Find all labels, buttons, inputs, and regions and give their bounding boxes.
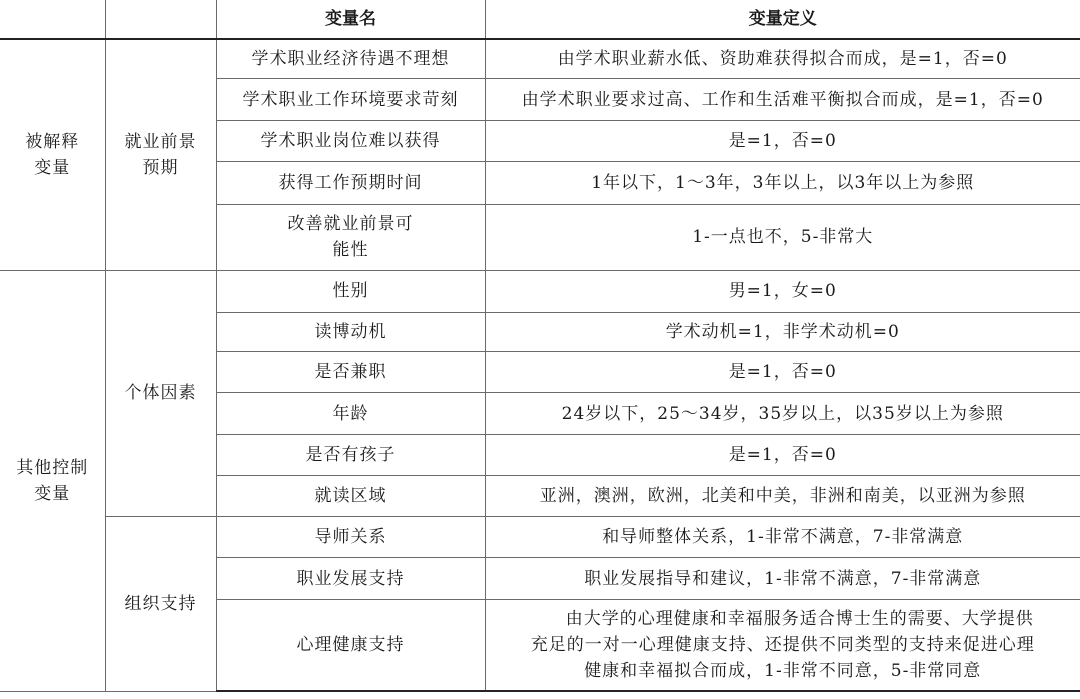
definition-line: 充足的一对一心理健康支持、还提供不同类型的支持来促进心理 bbox=[530, 634, 1035, 655]
variable-name: 学术职业岗位难以获得 bbox=[216, 121, 485, 162]
variable-name: 导师关系 bbox=[216, 517, 485, 558]
header-empty-1 bbox=[0, 0, 105, 39]
variable-definition: 由学术职业要求过高、工作和生活难平衡拟合而成，是=1，否=0 bbox=[485, 78, 1080, 120]
subcategory-cell bbox=[105, 270, 216, 516]
variable-name-line: 改善就业前景可 bbox=[287, 214, 414, 235]
category-label: 被解释 bbox=[25, 131, 80, 152]
category-label: 变量 bbox=[34, 157, 71, 178]
variable-definition: 由学术职业薪水低、资助难获得拟合而成，是=1，否=0 bbox=[485, 39, 1080, 78]
header-empty-2 bbox=[105, 0, 216, 39]
subcategory-cell bbox=[105, 39, 216, 270]
variable-definition: 是=1，否=0 bbox=[485, 352, 1080, 393]
definition-line: 由大学的心理健康和幸福服务适合博士生的需要、大学提供 bbox=[565, 608, 1034, 629]
variable-definition: 1-一点也不，5-非常大 bbox=[485, 204, 1080, 270]
table-row bbox=[0, 39, 1080, 78]
table-row bbox=[0, 517, 1080, 558]
variable-definition: 是=1，否=0 bbox=[485, 121, 1080, 162]
variable-name: 是否有孩子 bbox=[216, 434, 485, 475]
variable-name: 职业发展支持 bbox=[216, 558, 485, 599]
variable-name: 是否兼职 bbox=[216, 352, 485, 393]
subcategory-label: 个体因素 bbox=[124, 383, 197, 404]
category-cell bbox=[0, 39, 105, 270]
variable-definition bbox=[485, 599, 1080, 691]
subcategory-label: 预期 bbox=[142, 157, 179, 178]
category-label: 变量 bbox=[34, 483, 71, 504]
variable-name: 年龄 bbox=[216, 393, 485, 434]
variable-name: 学术职业经济待遇不理想 bbox=[216, 39, 485, 78]
variable-definition: 学术动机=1，非学术动机=0 bbox=[485, 312, 1080, 351]
category-cell bbox=[0, 270, 105, 691]
variable-name: 学术职业工作环境要求苛刻 bbox=[216, 78, 485, 120]
variable-definition: 男=1，女=0 bbox=[485, 270, 1080, 312]
category-label: 其他控制 bbox=[16, 457, 89, 478]
variable-definition: 是=1，否=0 bbox=[485, 434, 1080, 475]
table-row bbox=[0, 270, 1080, 312]
variable-definition: 24岁以下，25～34岁，35岁以上，以35岁以上为参照 bbox=[485, 393, 1080, 434]
variable-name bbox=[216, 204, 485, 270]
variable-name: 读博动机 bbox=[216, 312, 485, 351]
variable-definition: 职业发展指导和建议，1-非常不满意，7-非常满意 bbox=[485, 558, 1080, 599]
header-variable-definition: 变量定义 bbox=[485, 0, 1080, 39]
table-header-row bbox=[0, 0, 1080, 39]
subcategory-label: 就业前景 bbox=[124, 131, 197, 152]
variable-definition: 和导师整体关系，1-非常不满意，7-非常满意 bbox=[485, 517, 1080, 558]
variable-definition: 亚洲，澳洲，欧洲，北美和中美，非洲和南美，以亚洲为参照 bbox=[485, 475, 1080, 516]
subcategory-label: 组织支持 bbox=[124, 593, 197, 614]
subcategory-cell bbox=[105, 517, 216, 691]
variable-name-line: 能性 bbox=[332, 240, 369, 261]
variable-name: 心理健康支持 bbox=[216, 599, 485, 691]
header-variable-name: 变量名 bbox=[216, 0, 485, 39]
variable-definition: 1年以下，1～3年，3年以上，以3年以上为参照 bbox=[485, 162, 1080, 204]
variable-name: 性别 bbox=[216, 270, 485, 312]
variable-name: 就读区域 bbox=[216, 475, 485, 516]
definition-line: 健康和幸福拟合而成，1-非常不同意，5-非常同意 bbox=[584, 660, 982, 681]
variable-name: 获得工作预期时间 bbox=[216, 162, 485, 204]
